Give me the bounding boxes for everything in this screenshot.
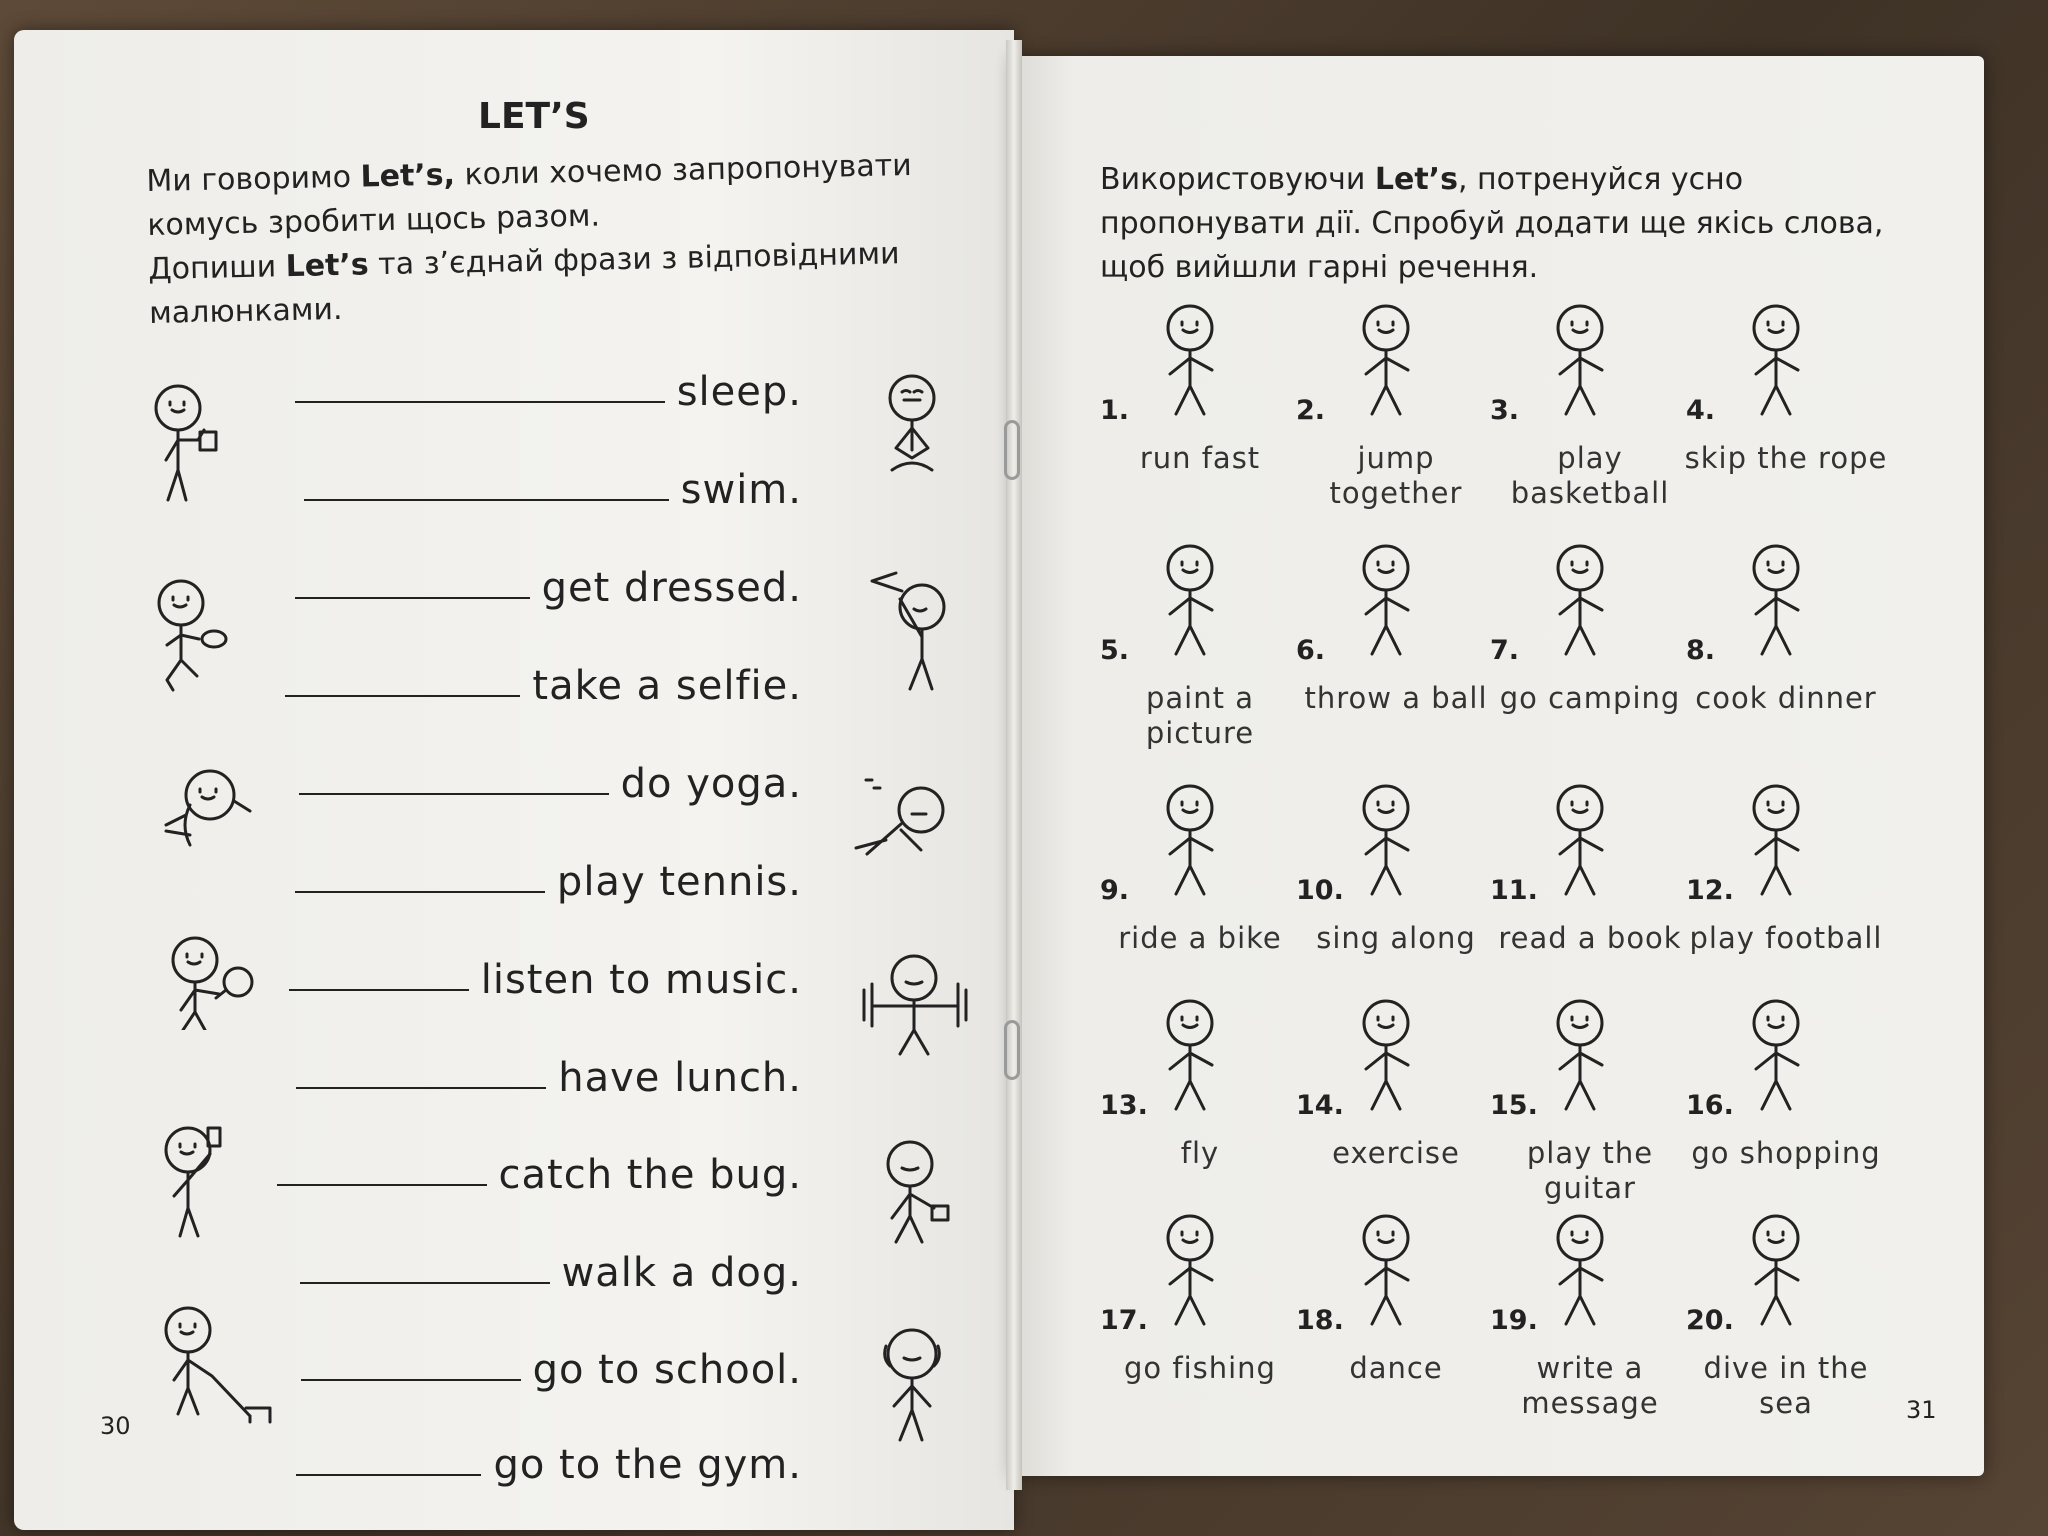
item-number: 7.: [1490, 635, 1520, 666]
answer-blank-line[interactable]: [301, 1379, 521, 1381]
phrase-text: catch the bug.: [498, 1152, 802, 1198]
item-label: play football: [1689, 921, 1883, 955]
activity-figure-icon: [1130, 780, 1250, 905]
item-number: 9.: [1100, 875, 1130, 906]
item-number: 13.: [1100, 1090, 1148, 1121]
phrase-row: [299, 757, 802, 807]
item-number: 6.: [1296, 635, 1326, 666]
item-number: 5.: [1100, 635, 1130, 666]
right-intro-text: Використовуючи Let’s, потренуйся усно пропонувати дії. Спробуй додати ще якісь слова, щоб вийшли гарні речення.: [1100, 162, 1884, 285]
item-number: 3.: [1490, 395, 1520, 426]
activity-figure-icon: [1130, 1210, 1250, 1335]
item-label: dive in the sea: [1703, 1351, 1869, 1420]
item-label: cook dinner: [1695, 681, 1877, 715]
answer-blank-line[interactable]: [285, 695, 520, 697]
item-number: 10.: [1296, 875, 1344, 906]
item-number: 8.: [1686, 635, 1716, 666]
answer-blank-line[interactable]: [289, 989, 469, 991]
stick-figure-icon: [150, 930, 270, 1030]
item-number: 11.: [1490, 875, 1538, 906]
phrase-text: sleep.: [676, 369, 802, 415]
stick-figure-icon: [846, 770, 966, 870]
item-number: 15.: [1490, 1090, 1538, 1121]
phrase-row: [295, 561, 802, 611]
phrase-text: go to the gym.: [493, 1442, 802, 1488]
answer-blank-line[interactable]: [295, 401, 665, 403]
stick-figure-icon: [150, 765, 270, 855]
left-intro-text: Ми говоримо Let’s, коли хочемо запропонувати комусь зробити щось разом. Допиши Let’s та з’єднай фрази з відповідними малюнками.: [146, 147, 913, 331]
stick-figure-icon: [150, 1300, 290, 1430]
page-number: 30: [100, 1412, 131, 1440]
phrase-text: swim.: [680, 467, 802, 513]
stick-figure-icon: [862, 370, 962, 500]
phrase-row: [301, 1343, 802, 1393]
item-label: go shopping: [1691, 1136, 1881, 1170]
book-spine: [1006, 40, 1022, 1490]
answer-blank-line[interactable]: [295, 891, 545, 893]
answer-blank-line[interactable]: [299, 793, 609, 795]
activity-figure-icon: [1716, 780, 1836, 905]
item-label: write a message: [1521, 1351, 1659, 1420]
activity-figure-icon: [1520, 780, 1640, 905]
item-number: 2.: [1296, 395, 1326, 426]
item-number: 18.: [1296, 1305, 1344, 1336]
item-label: dance: [1349, 1351, 1443, 1385]
answer-blank-line[interactable]: [296, 1474, 481, 1476]
staple: [1004, 1020, 1020, 1080]
stick-figure-icon: [860, 1130, 960, 1250]
answer-blank-line[interactable]: [304, 499, 669, 501]
page-title: LET’S: [478, 96, 590, 137]
stick-figure-icon: [862, 565, 962, 695]
phrase-row: [277, 1148, 802, 1198]
answer-blank-line[interactable]: [277, 1184, 487, 1186]
item-label: throw a ball: [1304, 681, 1488, 715]
phrase-text: go to school.: [532, 1347, 802, 1393]
item-label: paint a picture: [1145, 681, 1255, 750]
item-label: play the guitar: [1526, 1136, 1654, 1205]
phrase-text: play tennis.: [556, 859, 802, 905]
phrase-row: [300, 1246, 802, 1296]
item-label: run fast: [1139, 441, 1261, 475]
item-label: read a book: [1498, 921, 1682, 955]
activity-figure-icon: [1326, 780, 1446, 905]
item-number: 1.: [1100, 395, 1130, 426]
phrase-text: have lunch.: [558, 1055, 802, 1101]
phrase-row: [296, 1438, 802, 1488]
activity-figure-icon: [1520, 1210, 1640, 1335]
activity-figure-icon: [1520, 995, 1640, 1120]
staple: [1004, 420, 1020, 480]
answer-blank-line[interactable]: [296, 1087, 546, 1089]
item-label: go fishing: [1124, 1351, 1276, 1385]
page-number: 31: [1906, 1396, 1937, 1424]
phrase-text: listen to music.: [480, 957, 802, 1003]
activity-figure-icon: [1326, 1210, 1446, 1335]
stick-figure-icon: [140, 380, 240, 510]
item-number: 14.: [1296, 1090, 1344, 1121]
activity-figure-icon: [1716, 995, 1836, 1120]
activity-figure-icon: [1326, 540, 1446, 665]
phrase-text: take a selfie.: [532, 663, 802, 709]
phrase-text: walk a dog.: [561, 1250, 802, 1296]
phrase-row: [289, 953, 802, 1003]
stick-figure-icon: [146, 575, 246, 705]
activity-figure-icon: [1326, 995, 1446, 1120]
answer-blank-line[interactable]: [300, 1282, 550, 1284]
phrase-text: do yoga.: [620, 761, 802, 807]
activity-figure-icon: [1716, 300, 1836, 425]
item-label: play basketball: [1510, 441, 1670, 510]
stick-figure-icon: [862, 1320, 962, 1450]
item-number: 16.: [1686, 1090, 1734, 1121]
activity-figure-icon: [1130, 540, 1250, 665]
item-label: jump together: [1329, 441, 1463, 510]
phrase-row: [295, 855, 802, 905]
item-label: go camping: [1499, 681, 1681, 715]
stick-figure-icon: [854, 940, 974, 1060]
activity-figure-icon: [1326, 300, 1446, 425]
phrase-text: get dressed.: [541, 565, 802, 611]
item-number: 19.: [1490, 1305, 1538, 1336]
stick-figure-icon: [150, 1120, 250, 1240]
phrase-row: [285, 659, 802, 709]
item-label: skip the rope: [1684, 441, 1888, 475]
phrase-row: [304, 463, 802, 513]
item-number: 12.: [1686, 875, 1734, 906]
item-number: 4.: [1686, 395, 1716, 426]
item-label: exercise: [1332, 1136, 1460, 1170]
activity-figure-icon: [1716, 1210, 1836, 1335]
activity-figure-icon: [1520, 540, 1640, 665]
item-label: fly: [1180, 1136, 1220, 1170]
activity-figure-icon: [1130, 995, 1250, 1120]
activity-figure-icon: [1716, 540, 1836, 665]
phrase-row: [295, 365, 802, 415]
item-label: sing along: [1316, 921, 1476, 955]
activity-figure-icon: [1520, 300, 1640, 425]
phrase-row: [296, 1051, 802, 1101]
item-number: 17.: [1100, 1305, 1148, 1336]
item-number: 20.: [1686, 1305, 1734, 1336]
item-label: ride a bike: [1118, 921, 1282, 955]
activity-figure-icon: [1130, 300, 1250, 425]
answer-blank-line[interactable]: [295, 597, 530, 599]
